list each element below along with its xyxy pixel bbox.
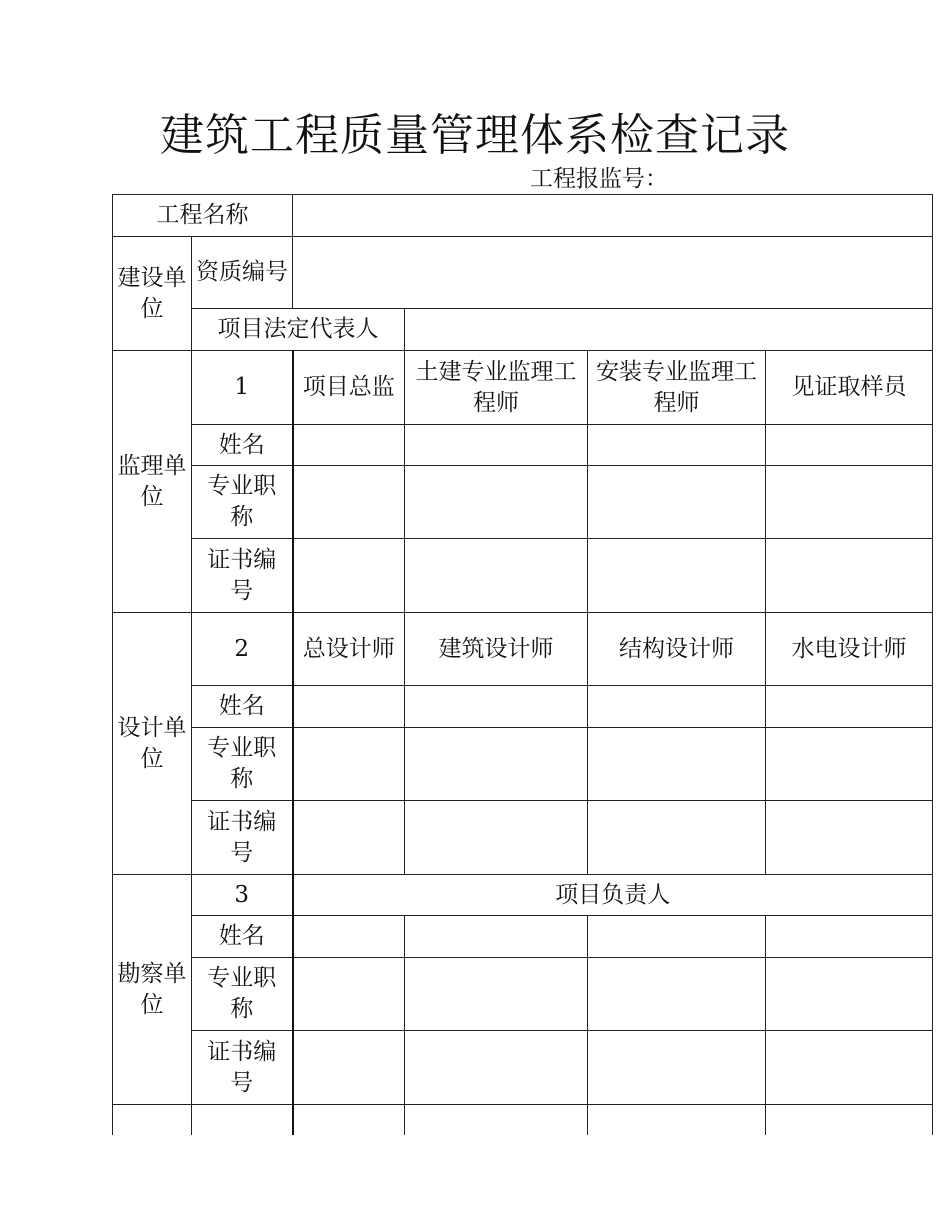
form-cell[interactable] bbox=[766, 1031, 933, 1105]
construction-unit-label: 建设单位 bbox=[113, 237, 192, 351]
form-cell[interactable] bbox=[588, 686, 766, 728]
next-section-cell bbox=[405, 1105, 588, 1135]
cert-label: 证书编号 bbox=[192, 539, 293, 613]
name-label: 姓名 bbox=[192, 916, 293, 958]
supervision-col-header: 项目总监 bbox=[293, 351, 405, 425]
design-col-header: 总设计师 bbox=[293, 613, 405, 686]
design-index: 2 bbox=[192, 613, 293, 686]
design-col-header: 水电设计师 bbox=[766, 613, 933, 686]
project-name-label: 工程名称 bbox=[113, 195, 293, 237]
form-cell[interactable] bbox=[293, 916, 405, 958]
form-cell[interactable] bbox=[766, 728, 933, 801]
form-cell[interactable] bbox=[588, 466, 766, 539]
form-cell[interactable] bbox=[405, 425, 588, 466]
legal-rep-label: 项目法定代表人 bbox=[192, 309, 405, 351]
name-label: 姓名 bbox=[192, 686, 293, 728]
form-cell[interactable] bbox=[293, 425, 405, 466]
form-cell[interactable] bbox=[766, 958, 933, 1031]
form-cell[interactable] bbox=[293, 728, 405, 801]
form-cell[interactable] bbox=[766, 916, 933, 958]
form-cell[interactable] bbox=[766, 686, 933, 728]
form-cell[interactable] bbox=[766, 466, 933, 539]
form-cell[interactable] bbox=[766, 801, 933, 875]
form-cell[interactable] bbox=[588, 916, 766, 958]
form-cell[interactable] bbox=[405, 539, 588, 613]
design-unit-label: 设计单位 bbox=[113, 613, 192, 875]
next-section-cell bbox=[766, 1105, 933, 1135]
form-cell[interactable] bbox=[588, 958, 766, 1031]
next-section-cell bbox=[293, 1105, 405, 1135]
design-col-header: 结构设计师 bbox=[588, 613, 766, 686]
form-cell[interactable] bbox=[293, 539, 405, 613]
inspection-table bbox=[112, 194, 933, 1135]
qualification-no-label: 资质编号 bbox=[192, 237, 293, 309]
title-label: 专业职称 bbox=[192, 466, 293, 539]
form-cell[interactable] bbox=[405, 958, 588, 1031]
next-section-cell bbox=[113, 1105, 192, 1135]
legal-rep-field[interactable] bbox=[405, 309, 933, 351]
supervision-index: 1 bbox=[192, 351, 293, 425]
inspection-form bbox=[112, 194, 907, 1118]
form-cell[interactable] bbox=[293, 801, 405, 875]
form-cell[interactable] bbox=[293, 686, 405, 728]
cert-label: 证书编号 bbox=[192, 801, 293, 875]
form-cell[interactable] bbox=[766, 539, 933, 613]
supervision-unit-label: 监理单位 bbox=[113, 351, 192, 613]
form-cell[interactable] bbox=[766, 425, 933, 466]
qualification-no-field[interactable] bbox=[293, 237, 933, 309]
form-cell[interactable] bbox=[588, 425, 766, 466]
form-cell[interactable] bbox=[588, 539, 766, 613]
supervision-col-header: 见证取样员 bbox=[766, 351, 933, 425]
supervision-col-header: 土建专业监理工程师 bbox=[405, 351, 588, 425]
title-label: 专业职称 bbox=[192, 958, 293, 1031]
supervision-col-header: 安装专业监理工程师 bbox=[588, 351, 766, 425]
form-cell[interactable] bbox=[405, 686, 588, 728]
form-cell[interactable] bbox=[405, 1031, 588, 1105]
title-label: 专业职称 bbox=[192, 728, 293, 801]
form-cell[interactable] bbox=[588, 728, 766, 801]
report-number-label: 工程报监号： bbox=[530, 166, 668, 192]
form-cell[interactable] bbox=[588, 1031, 766, 1105]
next-section-cell bbox=[192, 1105, 293, 1135]
name-label: 姓名 bbox=[192, 425, 293, 466]
cert-label: 证书编号 bbox=[192, 1031, 293, 1105]
form-cell[interactable] bbox=[293, 466, 405, 539]
form-cell[interactable] bbox=[405, 728, 588, 801]
next-section-cell bbox=[588, 1105, 766, 1135]
page-title: 建筑工程质量管理体系检查记录 bbox=[160, 110, 790, 161]
survey-index: 3 bbox=[192, 875, 293, 916]
form-cell[interactable] bbox=[588, 801, 766, 875]
form-cell[interactable] bbox=[405, 801, 588, 875]
form-cell[interactable] bbox=[405, 916, 588, 958]
form-cell[interactable] bbox=[293, 958, 405, 1031]
form-cell[interactable] bbox=[405, 466, 588, 539]
survey-header: 项目负责人 bbox=[293, 875, 933, 916]
project-name-field[interactable] bbox=[293, 195, 933, 237]
form-cell[interactable] bbox=[293, 1031, 405, 1105]
design-col-header: 建筑设计师 bbox=[405, 613, 588, 686]
survey-unit-label: 勘察单位 bbox=[113, 875, 192, 1105]
